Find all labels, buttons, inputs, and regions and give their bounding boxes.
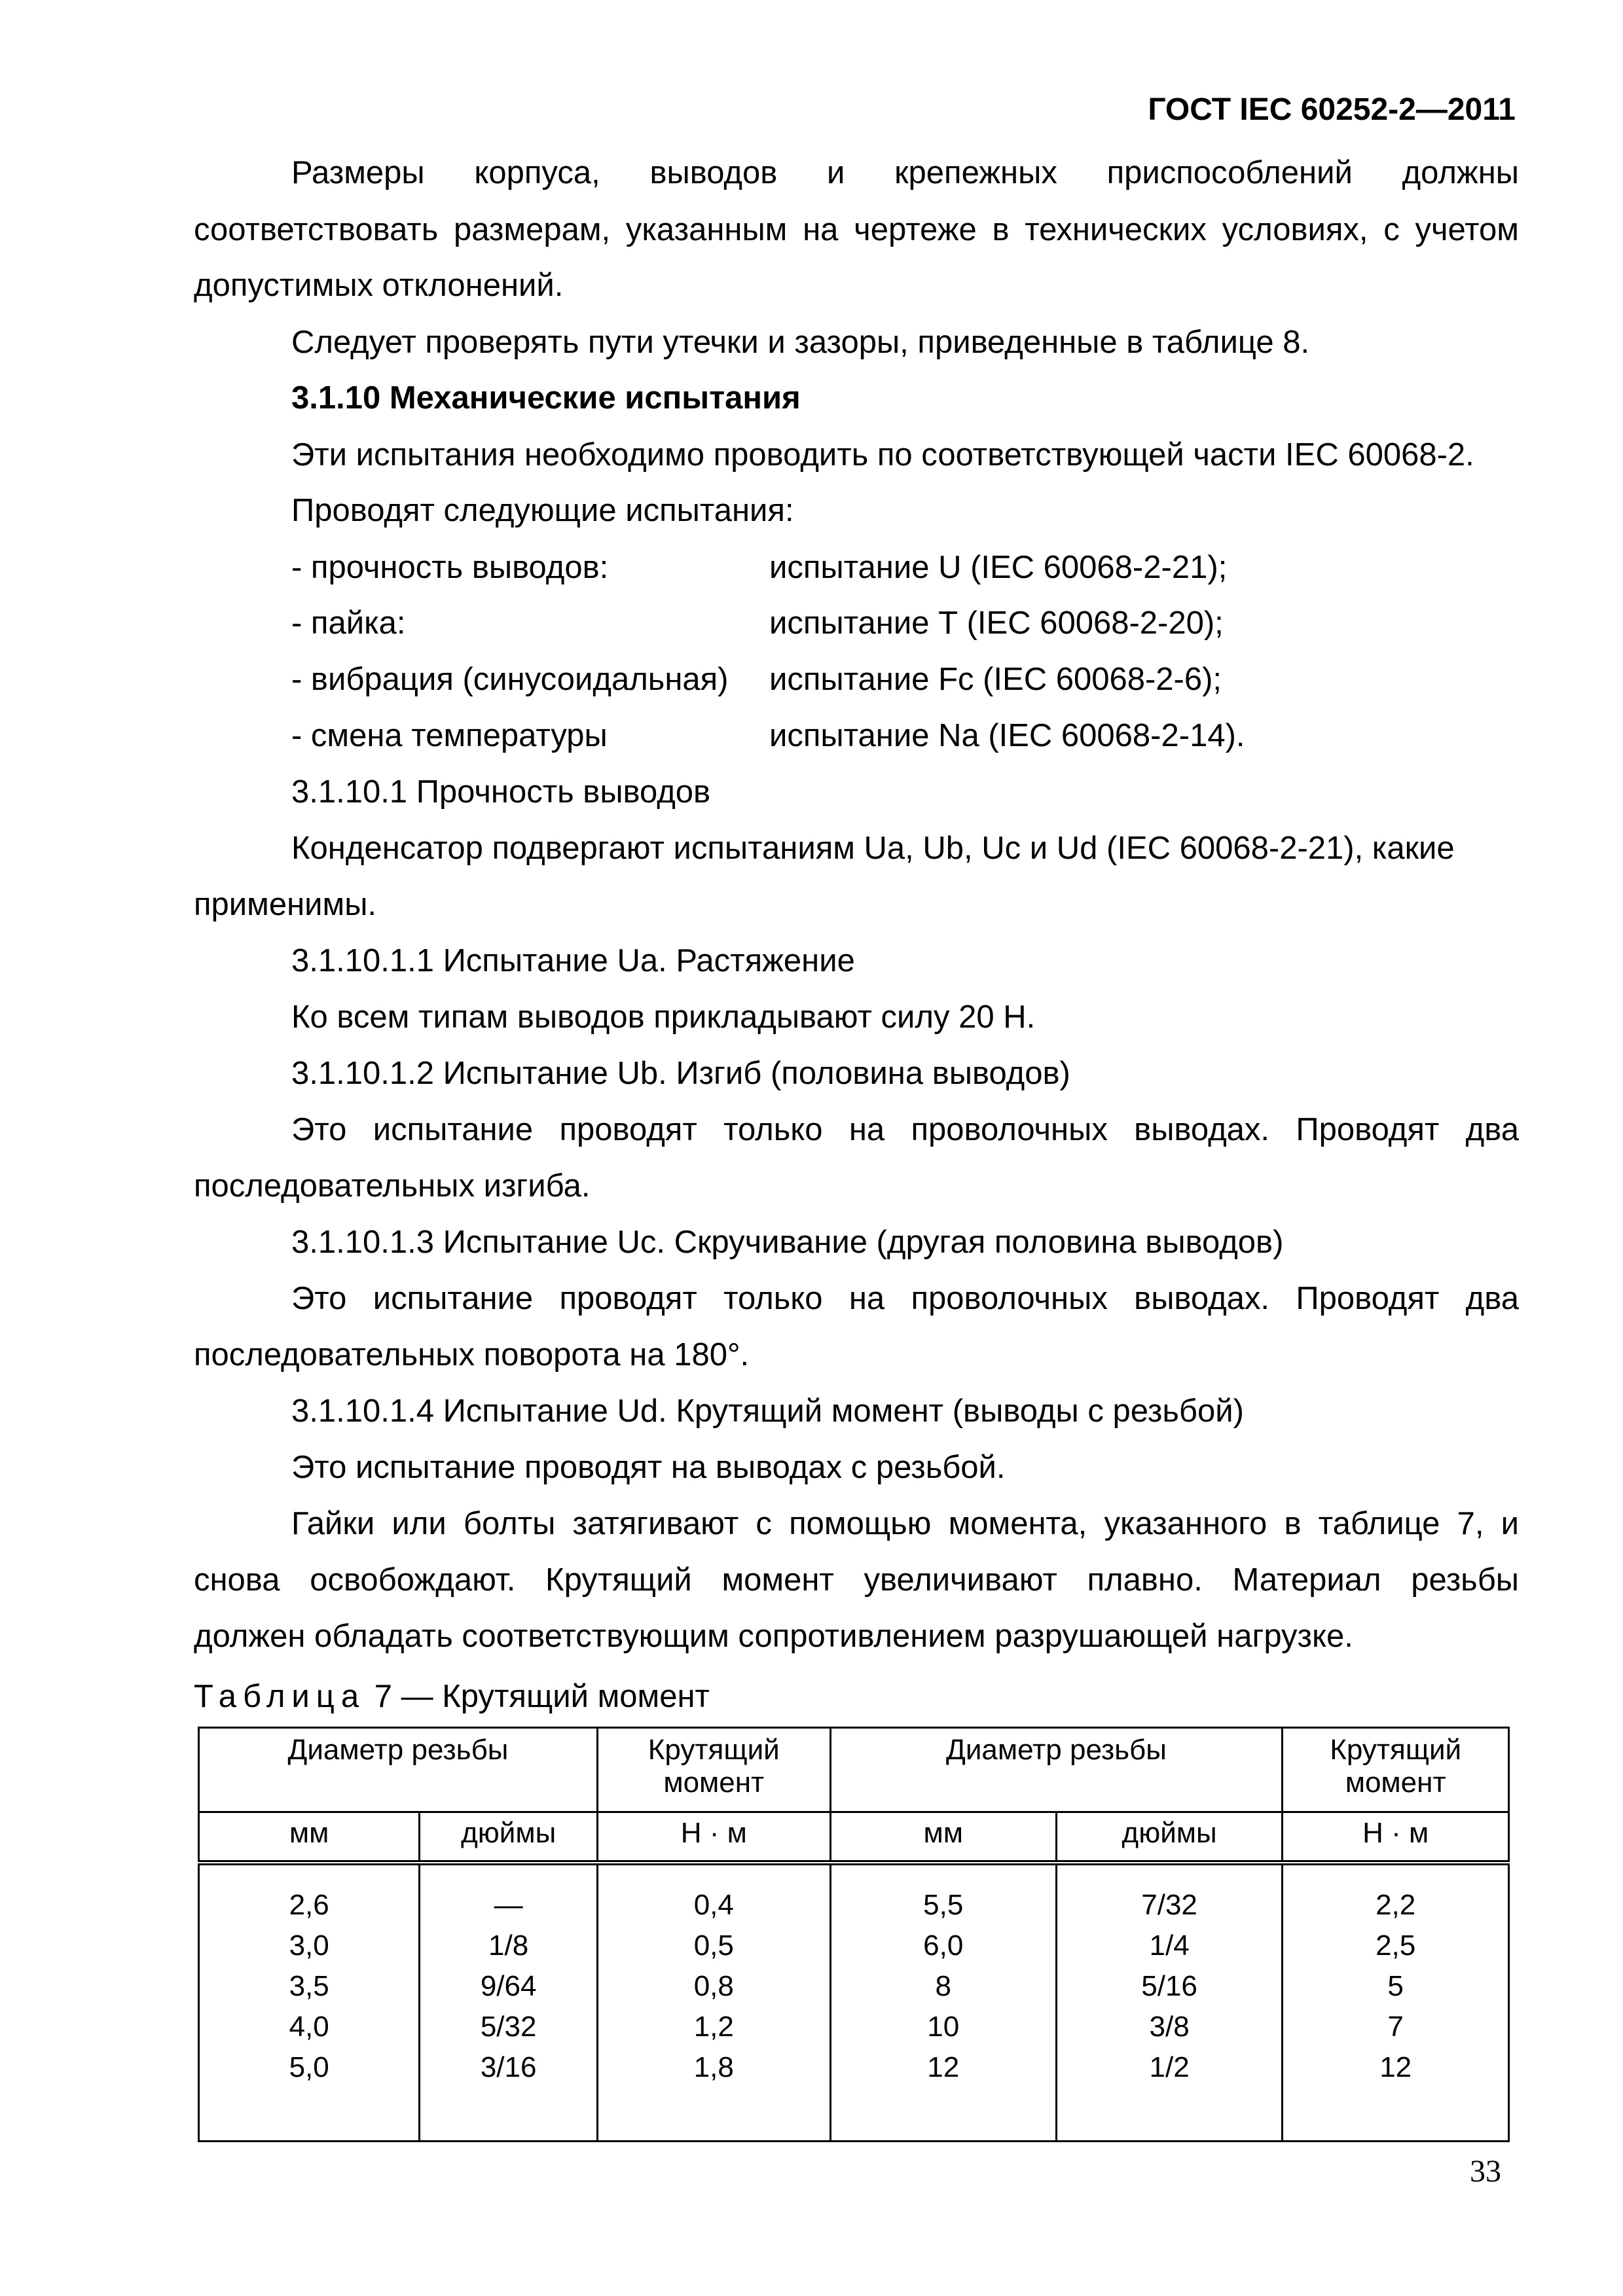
table-cell: 3/8 bbox=[1149, 2011, 1190, 2043]
subsection-heading: 3.1.10.1.4 Испытание Ud. Крутящий момент (выводы с резьбой) bbox=[291, 1393, 1244, 1429]
paragraph-line: последовательных поворота на 180°. bbox=[194, 1337, 750, 1372]
paragraph: Проводят следующие испытания: bbox=[291, 493, 794, 528]
test-name: - прочность выводов: bbox=[291, 550, 609, 585]
paragraph-line: Конденсатор подвергают испытаниям Ua, Ub, Uc и Ud (IEC 60068-2-21), какие bbox=[291, 831, 1455, 866]
table-cell: 5/32 bbox=[480, 2011, 537, 2043]
table-cell: 1/8 bbox=[488, 1929, 529, 1962]
table-cell: 4,0 bbox=[289, 2011, 329, 2043]
table-cell: 12 bbox=[1379, 2051, 1412, 2083]
table-cell: 2,2 bbox=[1376, 1889, 1416, 1921]
test-name: - вибрация (синусоидальная) bbox=[291, 662, 729, 697]
unit-inches: дюймы bbox=[420, 1812, 598, 1863]
header-torque: Крутящий момент bbox=[1283, 1728, 1509, 1812]
table-cell: 0,5 bbox=[693, 1929, 734, 1962]
paragraph-line: должен обладать соответствующим сопротивлением разрушающей нагрузке. bbox=[194, 1619, 1353, 1654]
test-name: - пайка: bbox=[291, 605, 406, 641]
table-cell: — bbox=[494, 1889, 523, 1921]
table-cell: 3/16 bbox=[480, 2051, 537, 2083]
col-right-torque bbox=[1283, 1863, 1509, 2142]
col-left-torque bbox=[597, 1863, 830, 2142]
subsection-heading: 3.1.10.1.1 Испытание Ua. Растяжение bbox=[291, 943, 855, 978]
header-torque: Крутящий момент bbox=[597, 1728, 830, 1812]
unit-nm: Н · м bbox=[1283, 1812, 1509, 1863]
table-units-row bbox=[199, 1812, 1509, 1863]
col-right-inches bbox=[1056, 1863, 1282, 2142]
paragraph: Эти испытания необходимо проводить по соответствующей части IEC 60068-2. bbox=[291, 437, 1474, 473]
paragraph-line: соответствовать размерам, указанным на чертеже в технических условиях, с учетом bbox=[194, 212, 1519, 247]
table-cell: 1,8 bbox=[693, 2051, 734, 2083]
test-method: испытание Fc (IEC 60068-2-6); bbox=[769, 662, 1222, 697]
table-cell: 7/32 bbox=[1141, 1889, 1197, 1921]
table-cell: 3,5 bbox=[289, 1970, 329, 2002]
paragraph: Это испытание проводят на выводах с резьбой. bbox=[291, 1450, 1006, 1485]
paragraph-line: Это испытание проводят только на проволочных выводах. Проводят два bbox=[291, 1112, 1519, 1147]
test-method: испытание U (IEC 60068-2-21); bbox=[769, 550, 1228, 585]
header-diameter: Диаметр резьбы bbox=[830, 1728, 1283, 1812]
paragraph: Следует проверять пути утечки и зазоры, приведенные в таблице 8. bbox=[291, 325, 1310, 360]
unit-mm: мм bbox=[830, 1812, 1056, 1863]
subsection-heading: 3.1.10.1.3 Испытание Uc. Скручивание (другая половина выводов) bbox=[291, 1225, 1284, 1260]
paragraph-line: допустимых отклонений. bbox=[194, 268, 564, 303]
paragraph: Ко всем типам выводов прикладывают силу 20 Н. bbox=[291, 999, 1036, 1035]
subsection-heading: 3.1.10.1 Прочность выводов bbox=[291, 774, 711, 810]
table-cell: 1/4 bbox=[1149, 1929, 1190, 1962]
paragraph-line: применимы. bbox=[194, 887, 377, 922]
table-cell: 6,0 bbox=[923, 1929, 964, 1962]
table-cell: 5,5 bbox=[923, 1889, 964, 1921]
table-cell: 5,0 bbox=[289, 2051, 329, 2083]
torque-table bbox=[198, 1727, 1510, 2142]
table-caption-title: 7 — Крутящий момент bbox=[374, 1679, 710, 1714]
unit-mm: мм bbox=[199, 1812, 420, 1863]
table-cell: 5/16 bbox=[1141, 1970, 1197, 2002]
table-cell: 0,4 bbox=[693, 1889, 734, 1921]
table-cell: 0,8 bbox=[693, 1970, 734, 2002]
table-cell: 8 bbox=[935, 1970, 951, 2002]
test-name: - смена температуры bbox=[291, 718, 608, 753]
paragraph-line: Гайки или болты затягивают с помощью момента, указанного в таблице 7, и bbox=[291, 1506, 1519, 1541]
paragraph-line: Размеры корпуса, выводов и крепежных приспособлений должны bbox=[291, 155, 1519, 190]
header-diameter: Диаметр резьбы bbox=[199, 1728, 598, 1812]
table-cell: 2,5 bbox=[1376, 1929, 1416, 1962]
col-right-mm bbox=[830, 1863, 1056, 2142]
table-cell: 1/2 bbox=[1149, 2051, 1190, 2083]
table-cell: 1,2 bbox=[693, 2011, 734, 2043]
section-heading: 3.1.10 Механические испытания bbox=[291, 380, 801, 416]
test-method: испытание Na (IEC 60068-2-14). bbox=[769, 718, 1245, 753]
table-cell: 9/64 bbox=[480, 1970, 537, 2002]
col-left-mm bbox=[199, 1863, 420, 2142]
table-cell: 2,6 bbox=[289, 1889, 329, 1921]
table-cell: 12 bbox=[927, 2051, 960, 2083]
table-cell: 10 bbox=[927, 2011, 960, 2043]
table-cell: 7 bbox=[1387, 2011, 1404, 2043]
col-left-inches bbox=[420, 1863, 598, 2142]
test-method: испытание Т (IEC 60068-2-20); bbox=[769, 605, 1224, 641]
table-header-row bbox=[199, 1728, 1509, 1812]
table-caption bbox=[194, 1677, 710, 1716]
page-number: 33 bbox=[1470, 2154, 1501, 2189]
table-row bbox=[199, 1863, 1509, 2142]
table-cell: 5 bbox=[1387, 1970, 1404, 2002]
unit-inches: дюймы bbox=[1056, 1812, 1282, 1863]
paragraph-line: снова освобождают. Крутящий момент увеличивают плавно. Материал резьбы bbox=[194, 1562, 1519, 1598]
subsection-heading: 3.1.10.1.2 Испытание Ub. Изгиб (половина выводов) bbox=[291, 1056, 1070, 1091]
document-header: ГОСТ IEC 60252-2—2011 bbox=[1148, 92, 1516, 127]
paragraph-line: последовательных изгиба. bbox=[194, 1168, 591, 1204]
table-cell: 3,0 bbox=[289, 1929, 329, 1962]
unit-nm: Н · м bbox=[597, 1812, 830, 1863]
table-caption-label: Таблица bbox=[194, 1679, 366, 1714]
paragraph-line: Это испытание проводят только на проволочных выводах. Проводят два bbox=[291, 1281, 1519, 1316]
